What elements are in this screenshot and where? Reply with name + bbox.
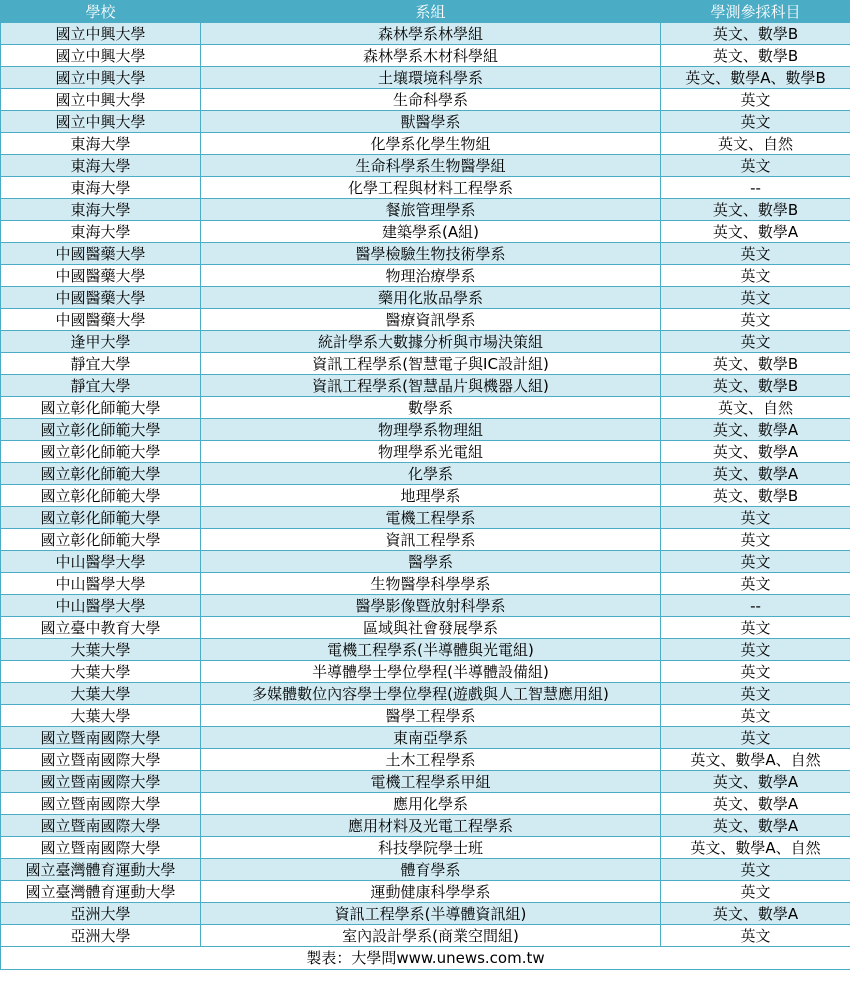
- cell-department: 統計學系大數據分析與市場決策組: [201, 331, 661, 353]
- cell-subjects: 英文、數學A: [661, 903, 850, 925]
- table-row: [1, 617, 850, 639]
- cell-school: 國立臺中教育大學: [1, 617, 201, 639]
- cell-school: 靜宜大學: [1, 375, 201, 397]
- table-footer-credit: 製表：大學問www.unews.com.tw: [1, 947, 850, 970]
- table-row: [1, 837, 850, 859]
- cell-subjects: 英文、數學A: [661, 815, 850, 837]
- cell-department: 土木工程學系: [201, 749, 661, 771]
- table-row: [1, 881, 850, 903]
- cell-school: 國立臺灣體育運動大學: [1, 881, 201, 903]
- cell-school: 國立中興大學: [1, 111, 201, 133]
- cell-department: 數學系: [201, 397, 661, 419]
- cell-department: 化學系: [201, 463, 661, 485]
- cell-department: 運動健康科學學系: [201, 881, 661, 903]
- cell-department: 化學系化學生物組: [201, 133, 661, 155]
- table-row: [1, 265, 850, 287]
- table-row: [1, 463, 850, 485]
- cell-department: 應用化學系: [201, 793, 661, 815]
- cell-department: 醫學工程學系: [201, 705, 661, 727]
- cell-department: 醫學系: [201, 551, 661, 573]
- cell-school: 東海大學: [1, 199, 201, 221]
- cell-department: 生命科學系生物醫學組: [201, 155, 661, 177]
- cell-subjects: 英文: [661, 551, 850, 573]
- cell-department: 應用材料及光電工程學系: [201, 815, 661, 837]
- cell-department: 餐旅管理學系: [201, 199, 661, 221]
- header-row: [1, 1, 850, 23]
- table-body: [1, 23, 850, 947]
- cell-school: 中國醫藥大學: [1, 287, 201, 309]
- cell-subjects: 英文: [661, 727, 850, 749]
- table-row: [1, 177, 850, 199]
- cell-school: 亞洲大學: [1, 903, 201, 925]
- cell-department: 電機工程學系甲組: [201, 771, 661, 793]
- cell-subjects: 英文: [661, 265, 850, 287]
- cell-department: 化學工程與材料工程學系: [201, 177, 661, 199]
- cell-department: 物理學系光電組: [201, 441, 661, 463]
- cell-department: 物理學系物理組: [201, 419, 661, 441]
- cell-department: 醫療資訊學系: [201, 309, 661, 331]
- cell-school: 中國醫藥大學: [1, 309, 201, 331]
- cell-department: 物理治療學系: [201, 265, 661, 287]
- cell-department: 生物醫學科學學系: [201, 573, 661, 595]
- cell-school: 東海大學: [1, 177, 201, 199]
- cell-subjects: 英文: [661, 661, 850, 683]
- cell-department: 資訊工程學系(智慧晶片與機器人組): [201, 375, 661, 397]
- cell-school: 國立彰化師範大學: [1, 441, 201, 463]
- table-row: [1, 903, 850, 925]
- cell-department: 建築學系(A組): [201, 221, 661, 243]
- table-row: [1, 639, 850, 661]
- table-row: [1, 155, 850, 177]
- table-row: [1, 551, 850, 573]
- cell-subjects: 英文、自然: [661, 397, 850, 419]
- cell-subjects: 英文、數學B: [661, 375, 850, 397]
- cell-subjects: 英文: [661, 507, 850, 529]
- table-row: [1, 353, 850, 375]
- table-row: [1, 89, 850, 111]
- cell-school: 大葉大學: [1, 683, 201, 705]
- cell-department: 半導體學士學位學程(半導體設備組): [201, 661, 661, 683]
- cell-subjects: 英文、數學A: [661, 221, 850, 243]
- table-row: [1, 793, 850, 815]
- cell-department: 電機工程學系(半導體與光電組): [201, 639, 661, 661]
- cell-subjects: 英文、數學B: [661, 45, 850, 67]
- cell-subjects: 英文、自然: [661, 133, 850, 155]
- table-row: [1, 67, 850, 89]
- cell-department: 資訊工程學系(智慧電子與IC設計組): [201, 353, 661, 375]
- table-row: [1, 23, 850, 45]
- table-row: [1, 199, 850, 221]
- table-row: [1, 331, 850, 353]
- table-row: [1, 243, 850, 265]
- table-row: [1, 661, 850, 683]
- cell-subjects: 英文: [661, 705, 850, 727]
- table-row: [1, 419, 850, 441]
- cell-school: 中國醫藥大學: [1, 243, 201, 265]
- table-row: [1, 309, 850, 331]
- table-row: [1, 727, 850, 749]
- cell-subjects: 英文: [661, 639, 850, 661]
- header-subjects: 學測參採科目: [661, 1, 850, 23]
- cell-school: 中山醫學大學: [1, 573, 201, 595]
- table-row: [1, 111, 850, 133]
- cell-subjects: 英文: [661, 683, 850, 705]
- cell-subjects: 英文: [661, 89, 850, 111]
- table-row: [1, 859, 850, 881]
- cell-department: 獸醫學系: [201, 111, 661, 133]
- table-row: [1, 573, 850, 595]
- cell-school: 國立暨南國際大學: [1, 837, 201, 859]
- table-row: [1, 397, 850, 419]
- cell-subjects: 英文: [661, 881, 850, 903]
- table-row: [1, 815, 850, 837]
- cell-school: 國立彰化師範大學: [1, 419, 201, 441]
- cell-department: 資訊工程學系(半導體資訊組): [201, 903, 661, 925]
- cell-subjects: 英文: [661, 111, 850, 133]
- cell-subjects: 英文: [661, 529, 850, 551]
- table-row: [1, 771, 850, 793]
- cell-school: 國立中興大學: [1, 89, 201, 111]
- cell-department: 醫學影像暨放射科學系: [201, 595, 661, 617]
- cell-subjects: 英文、數學A、自然: [661, 749, 850, 771]
- cell-subjects: 英文、數學A、自然: [661, 837, 850, 859]
- cell-school: 國立中興大學: [1, 67, 201, 89]
- cell-school: 國立彰化師範大學: [1, 397, 201, 419]
- cell-subjects: 英文、數學A: [661, 793, 850, 815]
- cell-school: 國立暨南國際大學: [1, 749, 201, 771]
- cell-subjects: --: [661, 595, 850, 617]
- table-row: [1, 705, 850, 727]
- cell-school: 東海大學: [1, 133, 201, 155]
- cell-department: 東南亞學系: [201, 727, 661, 749]
- cell-subjects: 英文: [661, 309, 850, 331]
- cell-subjects: 英文、數學B: [661, 199, 850, 221]
- cell-school: 大葉大學: [1, 639, 201, 661]
- table-row: [1, 441, 850, 463]
- cell-school: 國立彰化師範大學: [1, 529, 201, 551]
- cell-subjects: --: [661, 177, 850, 199]
- cell-school: 東海大學: [1, 155, 201, 177]
- cell-school: 國立暨南國際大學: [1, 727, 201, 749]
- cell-subjects: 英文: [661, 331, 850, 353]
- table-row: [1, 375, 850, 397]
- cell-school: 靜宜大學: [1, 353, 201, 375]
- cell-subjects: 英文: [661, 155, 850, 177]
- cell-department: 體育學系: [201, 859, 661, 881]
- table-row: [1, 749, 850, 771]
- table-row: [1, 485, 850, 507]
- table-row: [1, 287, 850, 309]
- table-row: [1, 683, 850, 705]
- cell-school: 中國醫藥大學: [1, 265, 201, 287]
- cell-school: 國立彰化師範大學: [1, 463, 201, 485]
- cell-school: 東海大學: [1, 221, 201, 243]
- table-row: [1, 221, 850, 243]
- cell-department: 醫學檢驗生物技術學系: [201, 243, 661, 265]
- table-row: [1, 529, 850, 551]
- cell-department: 資訊工程學系: [201, 529, 661, 551]
- cell-department: 地理學系: [201, 485, 661, 507]
- table-row: [1, 507, 850, 529]
- cell-subjects: 英文: [661, 287, 850, 309]
- cell-subjects: 英文、數學B: [661, 353, 850, 375]
- table-row: [1, 925, 850, 947]
- cell-department: 區域與社會發展學系: [201, 617, 661, 639]
- cell-department: 科技學院學士班: [201, 837, 661, 859]
- cell-school: 國立中興大學: [1, 23, 201, 45]
- cell-school: 亞洲大學: [1, 925, 201, 947]
- header-school: 學校: [1, 1, 201, 23]
- cell-subjects: 英文: [661, 573, 850, 595]
- cell-subjects: 英文、數學A、數學B: [661, 67, 850, 89]
- cell-subjects: 英文、數學A: [661, 771, 850, 793]
- cell-school: 國立暨南國際大學: [1, 815, 201, 837]
- cell-subjects: 英文、數學A: [661, 463, 850, 485]
- cell-subjects: 英文: [661, 243, 850, 265]
- table-row: [1, 45, 850, 67]
- cell-department: 森林學系林學組: [201, 23, 661, 45]
- cell-department: 土壤環境科學系: [201, 67, 661, 89]
- cell-subjects: 英文、數學A: [661, 441, 850, 463]
- cell-department: 森林學系木材科學組: [201, 45, 661, 67]
- cell-school: 國立彰化師範大學: [1, 507, 201, 529]
- cell-department: 生命科學系: [201, 89, 661, 111]
- cell-department: 多媒體數位內容學士學位學程(遊戲與人工智慧應用組): [201, 683, 661, 705]
- cell-subjects: 英文、數學B: [661, 485, 850, 507]
- cell-subjects: 英文: [661, 925, 850, 947]
- cell-subjects: 英文、數學A: [661, 419, 850, 441]
- cell-department: 電機工程學系: [201, 507, 661, 529]
- cell-school: 國立中興大學: [1, 45, 201, 67]
- cell-school: 國立暨南國際大學: [1, 793, 201, 815]
- cell-department: 室內設計學系(商業空間組): [201, 925, 661, 947]
- cell-school: 大葉大學: [1, 705, 201, 727]
- cell-school: 逢甲大學: [1, 331, 201, 353]
- cell-school: 國立臺灣體育運動大學: [1, 859, 201, 881]
- table-row: [1, 595, 850, 617]
- cell-school: 國立彰化師範大學: [1, 485, 201, 507]
- cell-subjects: 英文: [661, 617, 850, 639]
- cell-school: 國立暨南國際大學: [1, 771, 201, 793]
- cell-subjects: 英文、數學B: [661, 23, 850, 45]
- footer-row: [1, 947, 850, 970]
- cell-school: 中山醫學大學: [1, 595, 201, 617]
- table-row: [1, 133, 850, 155]
- cell-school: 中山醫學大學: [1, 551, 201, 573]
- cell-subjects: 英文: [661, 859, 850, 881]
- cell-department: 藥用化妝品學系: [201, 287, 661, 309]
- cell-school: 大葉大學: [1, 661, 201, 683]
- header-department: 系組: [201, 1, 661, 23]
